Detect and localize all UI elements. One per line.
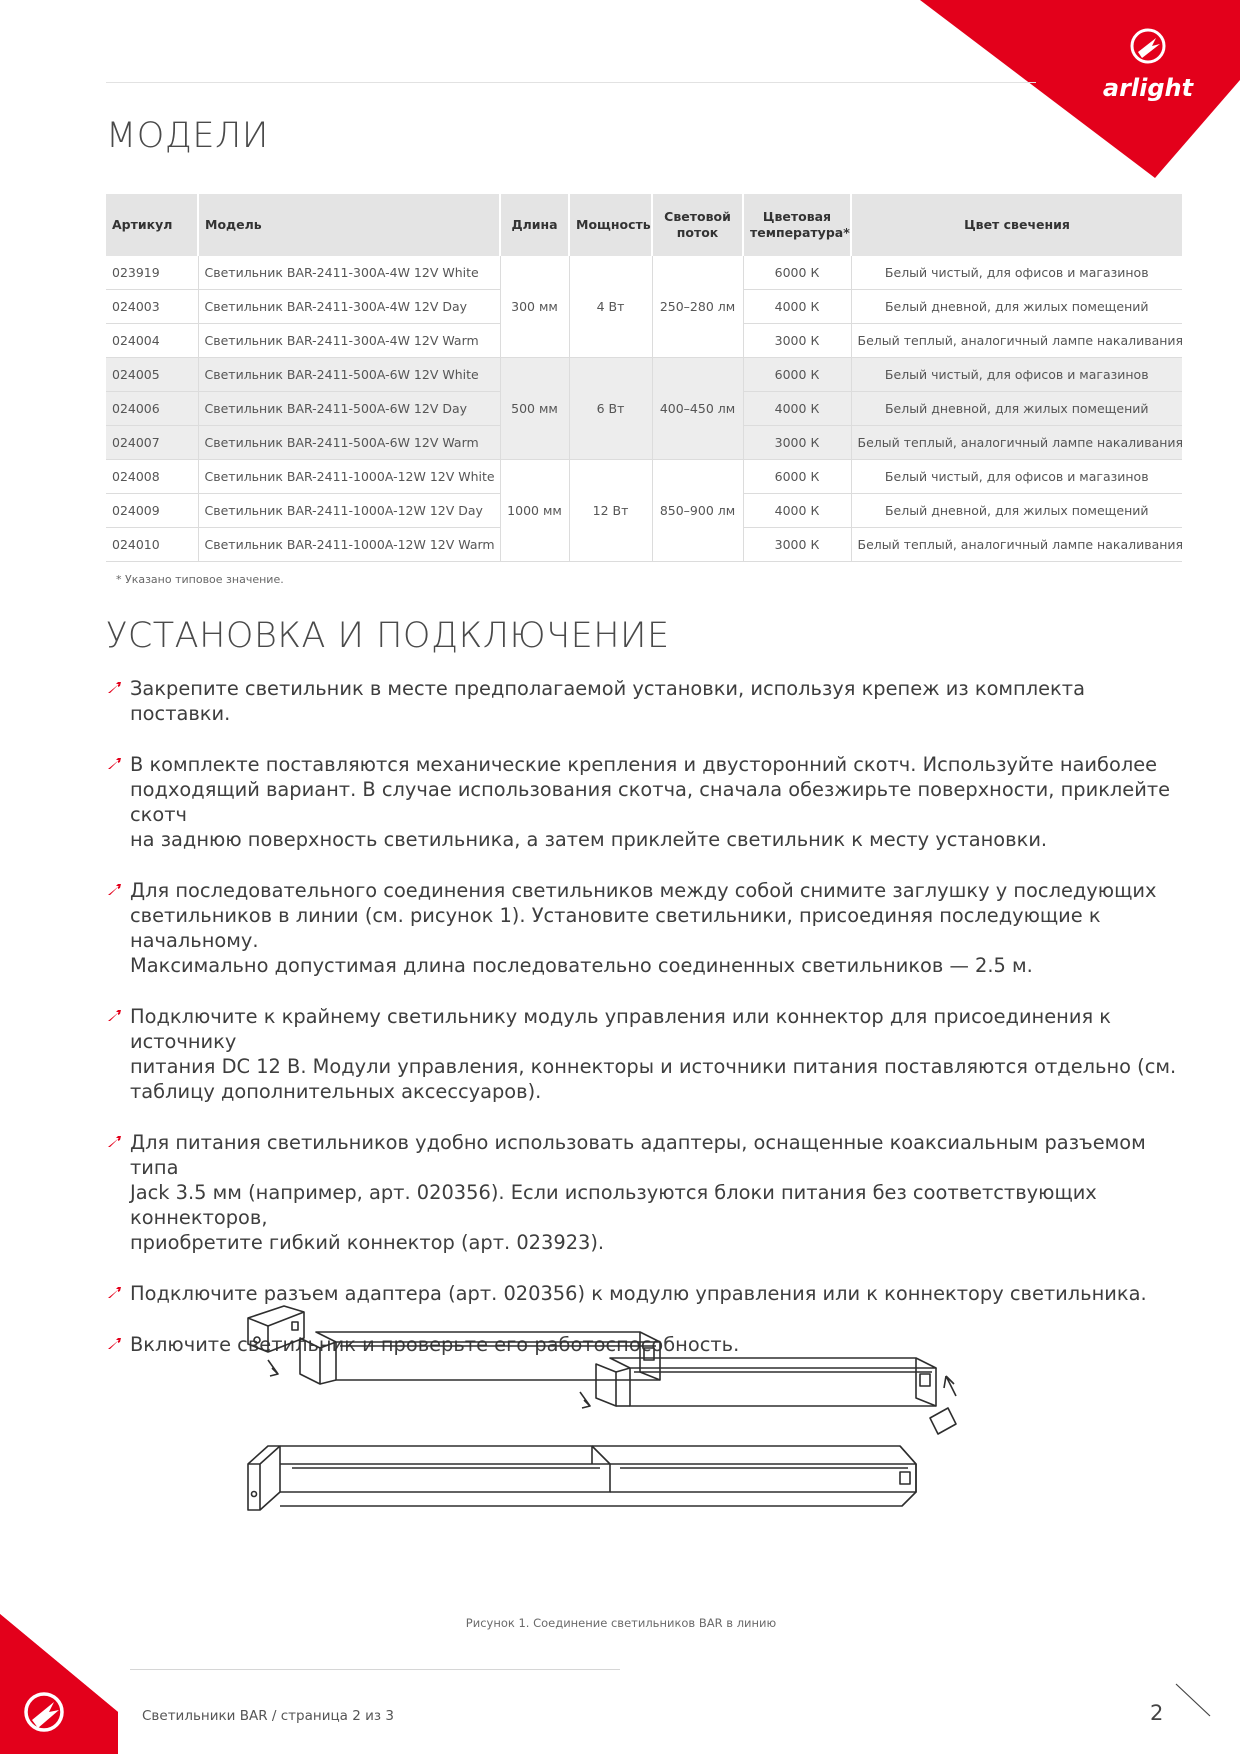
page-slash-decoration [1172, 1680, 1212, 1720]
light-color-cell: Белый чистый, для офисов и магазинов [851, 358, 1182, 392]
arrow-bullet-icon [106, 882, 122, 898]
flux-cell: 250–280 лм [652, 256, 743, 358]
install-steps-list [106, 676, 1186, 1383]
light-color-cell: Белый чистый, для офисов и магазинов [851, 460, 1182, 494]
luminaire-bar-1-drawing [268, 1332, 660, 1384]
figure-caption: Рисунок 1. Соединение светильников BAR в линию [465, 1616, 777, 1630]
step-line: Включите светильник и проверьте его работоспособность. [130, 1333, 740, 1356]
sku-cell: 024008 [106, 460, 198, 494]
light-color-cell: Белый теплый, аналогичный лампе накаливания [851, 528, 1182, 562]
sku-cell: 024006 [106, 392, 198, 426]
power-cell: 6 Вт [569, 358, 652, 460]
models-heading: МОДЕЛИ [106, 116, 269, 156]
column-header-color-temp: Цветовая температура* [743, 194, 851, 256]
list-item [106, 752, 1186, 852]
step-line: Jack 3.5 мм (например, арт. 020356). Если используются блоки питания без соответствующих коннекторов, [130, 1181, 1097, 1229]
sku-cell: 024004 [106, 324, 198, 358]
install-heading: УСТАНОВКА И ПОДКЛЮЧЕНИЕ [106, 616, 670, 656]
footer-page-label: Светильники BAR / страница 2 из 3 [142, 1708, 394, 1724]
flux-cell: 850–900 лм [652, 460, 743, 562]
luminaire-bar-2-drawing [580, 1358, 956, 1434]
connected-line-drawing [248, 1446, 916, 1510]
color-temp-cell: 3000 К [743, 528, 851, 562]
column-header-light-color: Цвет свечения [851, 194, 1182, 256]
step-line: подходящий вариант. В случае использования скотча, сначала обезжирьте поверхности, приклейте скотч [130, 778, 1171, 826]
column-header-power: Мощность [569, 194, 652, 256]
length-cell: 300 мм [500, 256, 569, 358]
connection-figure [240, 1296, 1070, 1546]
step-line: светильников в линии (см. рисунок 1). Установите светильники, присоединяя последующие к начальному. [130, 904, 1101, 952]
light-color-cell: Белый теплый, аналогичный лампе накаливания [851, 426, 1182, 460]
column-header-length: Длина [500, 194, 569, 256]
step-line: Закрепите светильник в месте предполагаемой установки, используя крепеж из комплекта поставки. [130, 677, 1085, 725]
step-line: таблицу дополнительных аксессуаров). [130, 1080, 542, 1103]
arrow-bullet-icon [106, 756, 122, 772]
column-header-flux: Световой поток [652, 194, 743, 256]
brand-corner-bottom [0, 1614, 118, 1754]
list-item [106, 1004, 1186, 1104]
color-temp-cell: 6000 К [743, 358, 851, 392]
light-color-cell: Белый дневной, для жилых помещений [851, 290, 1182, 324]
model-cell: Светильник BAR-2411-300A-4W 12V White [198, 256, 500, 290]
light-color-cell: Белый дневной, для жилых помещений [851, 392, 1182, 426]
table-footnote: * Указано типовое значение. [116, 573, 284, 586]
step-line: В комплекте поставляются механические крепления и двусторонний скотч. Используйте наиболее [130, 753, 1158, 776]
light-color-cell: Белый чистый, для офисов и магазинов [851, 256, 1182, 290]
arrow-bullet-icon [106, 1336, 122, 1352]
end-cap-drawing [248, 1306, 304, 1352]
footer-divider [130, 1669, 620, 1670]
arrow-bullet-icon [106, 1134, 122, 1150]
color-temp-cell: 3000 К [743, 324, 851, 358]
length-cell: 500 мм [500, 358, 569, 460]
model-cell: Светильник BAR-2411-300A-4W 12V Day [198, 290, 500, 324]
sku-cell: 024009 [106, 494, 198, 528]
brand-corner-banner [920, 0, 1240, 180]
model-cell: Светильник BAR-2411-1000A-12W 12V White [198, 460, 500, 494]
table-header-row [106, 194, 1182, 256]
flux-cell: 400–450 лм [652, 358, 743, 460]
table-row [106, 358, 1182, 392]
color-temp-cell: 4000 К [743, 392, 851, 426]
list-item [106, 1130, 1186, 1255]
arrow-bullet-icon [106, 1008, 122, 1024]
table-row [106, 460, 1182, 494]
color-temp-cell: 6000 К [743, 460, 851, 494]
power-cell: 12 Вт [569, 460, 652, 562]
model-cell: Светильник BAR-2411-300A-4W 12V Warm [198, 324, 500, 358]
model-cell: Светильник BAR-2411-500A-6W 12V Day [198, 392, 500, 426]
step-line: питания DC 12 В. Модули управления, коннекторы и источники питания поставляются отдельно (см. [130, 1055, 1177, 1078]
color-temp-cell: 4000 К [743, 290, 851, 324]
step-line: Максимально допустимая длина последовательно соединенных светильников — 2.5 м. [130, 954, 1033, 977]
step-line: Для питания светильников удобно использовать адаптеры, оснащенные коаксиальным разъемом типа [130, 1131, 1146, 1179]
list-item [106, 878, 1186, 978]
table-row [106, 256, 1182, 290]
sku-cell: 024003 [106, 290, 198, 324]
model-cell: Светильник BAR-2411-500A-6W 12V White [198, 358, 500, 392]
length-cell: 1000 мм [500, 460, 569, 562]
sku-cell: 024010 [106, 528, 198, 562]
color-temp-cell: 4000 К [743, 494, 851, 528]
sku-cell: 024007 [106, 426, 198, 460]
step-line: на заднюю поверхность светильника, а затем приклейте светильник к месту установки. [130, 828, 1048, 851]
top-divider [106, 82, 1036, 83]
page-number: 2 [1150, 1701, 1164, 1725]
column-header-sku: Артикул [106, 194, 198, 256]
arrow-bullet-icon [106, 680, 122, 696]
brand-logo-text: arlight [1102, 74, 1194, 102]
light-color-cell: Белый теплый, аналогичный лампе накаливания [851, 324, 1182, 358]
models-table [106, 194, 1182, 562]
step-line: Для последовательного соединения светильников между собой снимите заглушку у последующих [130, 879, 1157, 902]
sku-cell: 023919 [106, 256, 198, 290]
model-cell: Светильник BAR-2411-500A-6W 12V Warm [198, 426, 500, 460]
color-temp-cell: 3000 К [743, 426, 851, 460]
light-color-cell: Белый дневной, для жилых помещений [851, 494, 1182, 528]
step-line: Подключите разъем адаптера (арт. 020356) к модулю управления или к коннектору светильника. [130, 1282, 1147, 1305]
arrow-bullet-icon [106, 1285, 122, 1301]
column-header-model: Модель [198, 194, 500, 256]
color-temp-cell: 6000 К [743, 256, 851, 290]
step-line: Подключите к крайнему светильнику модуль управления или коннектор для присоединения к источнику [130, 1005, 1111, 1053]
power-cell: 4 Вт [569, 256, 652, 358]
sku-cell: 024005 [106, 358, 198, 392]
model-cell: Светильник BAR-2411-1000A-12W 12V Warm [198, 528, 500, 562]
model-cell: Светильник BAR-2411-1000A-12W 12V Day [198, 494, 500, 528]
step-line: приобретите гибкий коннектор (арт. 023923). [130, 1231, 605, 1254]
list-item [106, 676, 1186, 726]
